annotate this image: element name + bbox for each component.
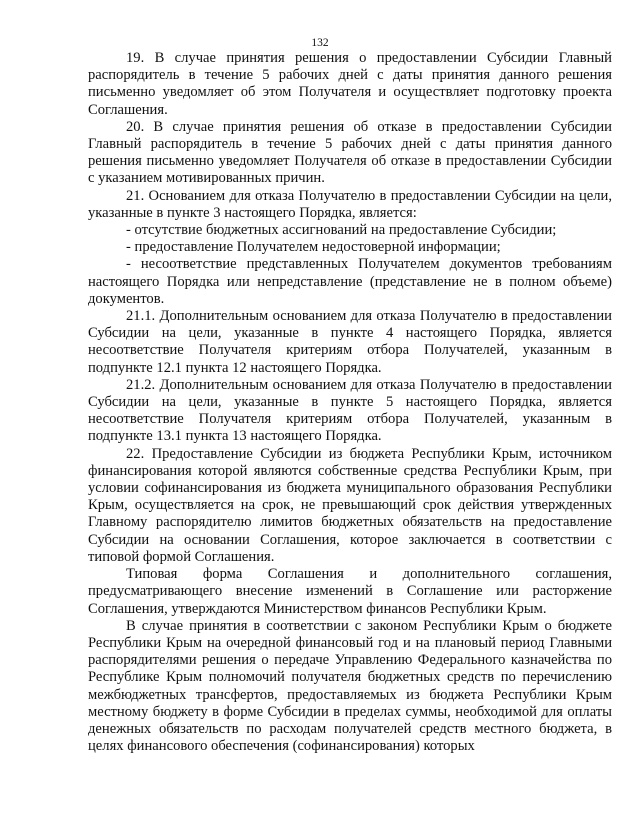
paragraph-standard-form: Типовая форма Соглашения и дополнительного соглашения, предусматривающего внесение изменений в Соглашение или расторжение Соглашения, утверждаются Министерством финансов Республики Крым.: [88, 566, 612, 617]
list-item-false-information: - предоставление Получателем недостоверной информации;: [126, 239, 501, 256]
page-number: 132: [311, 37, 329, 49]
document-body: [88, 50, 612, 755]
paragraph-21: 21. Основанием для отказа Получателю в предоставлении Субсидии на цели, указанные в пункте 3 настоящего Порядка, является:: [88, 187, 612, 221]
paragraph-21-1: 21.1. Дополнительным основанием для отказа Получателю в предоставлении Субсидии на цели, указанные в пункте 4 настоящего Порядка, является несоответствие Получателя критериям отбора Получателей, указанным в подпункте 12.1 пункта 12 настоящего Порядка.: [88, 308, 612, 376]
paragraph-treasury-powers: В случае принятия в соответствии с законом Республики Крым о бюджете Республики Крым на очередной финансовый год и на плановый период Главными распорядителями решения о передаче Управлению Федерального казначейства по Республике Крым полномочий получателя бюджетных средств по перечислению межбюджетных трансфертов, предоставляемых из бюджета Республики Крым местному бюджету в форме Субсидии в пределах суммы, необходимой для оплаты денежных обязательств по расходам получателей средств местного бюджета, в целях финансового обеспечения (софинансирования) которых: [88, 617, 612, 755]
paragraph-22: 22. Предоставление Субсидии из бюджета Республики Крым, источником финансирования которой являются собственные средства Республики Крым, при условии софинансирования из бюджета муниципального образования Республики Крым, осуществляется на срок, не превышающий срок действия утвержденных Главному распорядителю лимитов бюджетных обязательств на предоставление Субсидии на основании Соглашения, которое заключается в соответствии с типовой формой Соглашения.: [88, 445, 612, 565]
paragraph-20: 20. В случае принятия решения об отказе в предоставлении Субсидии Главный распорядитель в течение 5 рабочих дней с даты принятия данного решения письменно уведомляет Получателя об отказе в предоставлении Субсидии с указанием мотивированных причин.: [88, 118, 612, 187]
list-item-no-allocations: - отсутствие бюджетных ассигнований на предоставление Субсидии;: [126, 222, 557, 239]
paragraph-21-2: 21.2. Дополнительным основанием для отказа Получателю в предоставлении Субсидии на цели, указанные в пункте 5 настоящего Порядка, является несоответствие Получателя критериям отбора Получателей, указанным в подпункте 13.1 пункта 13 настоящего Порядка.: [88, 376, 612, 445]
list-item-documents-mismatch: - несоответствие представленных Получателем документов требованиям настоящего Порядка или непредставление (представление не в полном объеме) документов.: [88, 256, 612, 307]
paragraph-19: 19. В случае принятия решения о предоставлении Субсидии Главный распорядитель в течение 5 рабочих дней с даты принятия данного решения письменно уведомляет об этом Получателя и осуществляет подготовку проекта Соглашения.: [88, 50, 612, 118]
